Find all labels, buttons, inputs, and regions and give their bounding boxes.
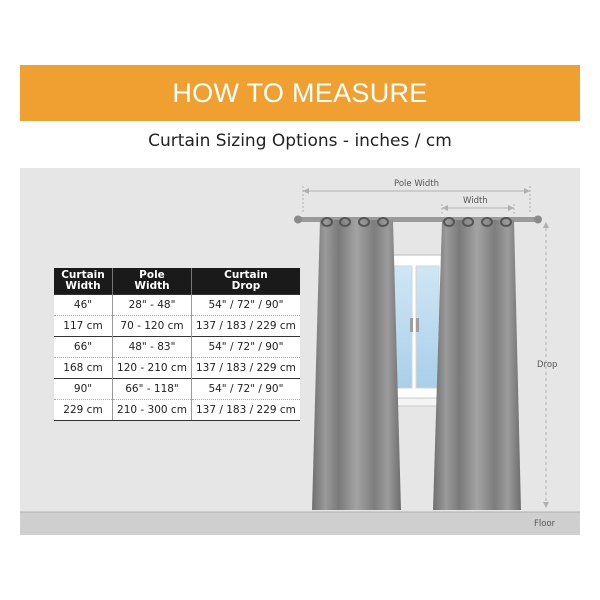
table-cell: 120 - 210 cm — [113, 358, 192, 379]
pole-width-label: Pole Width — [394, 179, 440, 189]
table-cell: 137 / 183 / 229 cm — [192, 316, 300, 337]
table-row — [54, 400, 300, 421]
table-cell: 54" / 72" / 90" — [192, 295, 300, 316]
header-curtain-width: Curtain Width — [54, 268, 113, 295]
table-cell: 90" — [54, 379, 113, 400]
table-cell: 137 / 183 / 229 cm — [192, 400, 300, 421]
floor-label: Floor — [534, 519, 556, 529]
table-cell: 210 - 300 cm — [113, 400, 192, 421]
table-cell: 168 cm — [54, 358, 113, 379]
floor-strip — [20, 512, 580, 535]
table-cell: 48" - 83" — [113, 337, 192, 358]
table-cell: 46" — [54, 295, 113, 316]
table-row — [54, 379, 300, 400]
table-cell: 229 cm — [54, 400, 113, 421]
table-cell: 70 - 120 cm — [113, 316, 192, 337]
table-cell: 28" - 48" — [113, 295, 192, 316]
table-row — [54, 316, 300, 337]
table-row — [54, 337, 300, 358]
table-cell: 54" / 72" / 90" — [192, 337, 300, 358]
header-pole-width: Pole Width — [113, 268, 192, 295]
table-cell: 117 cm — [54, 316, 113, 337]
table-cell: 66" - 118" — [113, 379, 192, 400]
table-row — [54, 358, 300, 379]
left-curtain-panel — [312, 218, 401, 510]
page-title: HOW TO MEASURE — [172, 77, 428, 108]
sizing-table — [54, 268, 300, 421]
subtitle: Curtain Sizing Options - inches / cm — [148, 131, 452, 151]
table-cell: 66" — [54, 337, 113, 358]
right-curtain-panel — [433, 218, 521, 510]
table-cell: 54" / 72" / 90" — [192, 379, 300, 400]
table-cell: 137 / 183 / 229 cm — [192, 358, 300, 379]
header-curtain-drop: Curtain Drop — [192, 268, 300, 295]
table-header-row — [54, 268, 300, 295]
width-label: Width — [463, 196, 488, 206]
table-row — [54, 295, 300, 316]
drop-label: Drop — [537, 360, 558, 370]
